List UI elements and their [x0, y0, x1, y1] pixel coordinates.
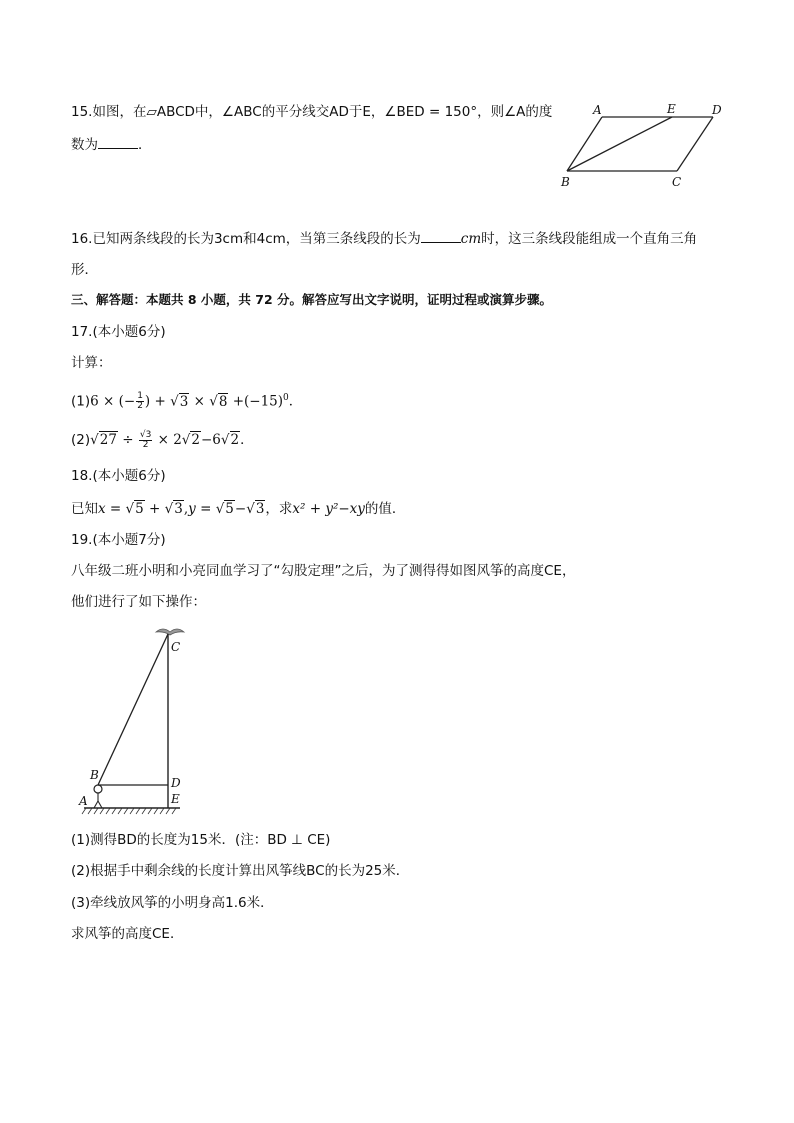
sqrt-icon: √	[90, 432, 99, 448]
fraction-denominator: 2	[142, 439, 149, 450]
radicand: 5	[135, 501, 144, 517]
q19-item-2: (2)根据手中剩余线的长度计算出风筝线BC的长为25米．	[71, 863, 410, 879]
q17-p1-label: (1)	[71, 393, 91, 410]
label-B: B	[561, 175, 570, 189]
sqrt-icon: √	[170, 393, 179, 410]
radicand: 3	[145, 429, 152, 440]
q17-p1-b: ) +	[144, 393, 171, 410]
q18-eq2: =	[195, 501, 216, 517]
q15-line-2	[71, 134, 152, 155]
person-leg-right	[98, 801, 102, 808]
label-E: E	[667, 102, 676, 116]
label-D: D	[171, 776, 181, 790]
q17-part-2	[71, 430, 254, 450]
q18-comma: ,	[183, 501, 189, 517]
radicand: 3	[255, 501, 265, 517]
q19-line-2: 他们进行了如下操作：	[71, 594, 206, 610]
label-B: B	[90, 768, 99, 782]
sqrt-icon: √	[220, 432, 230, 448]
q18-t3: 的值．	[364, 501, 406, 517]
fraction	[139, 431, 152, 450]
q16-line-1-prefix: 16.已知两条线段的长为3cm和4cm，当第三条线段的长为	[71, 231, 421, 247]
ground-hatching	[82, 808, 176, 814]
q18-t1: 已知	[71, 501, 98, 517]
q17-p1-a: 6 × (−	[90, 393, 136, 410]
q19-title: 19.(本小题7分)	[71, 532, 166, 548]
radicand: 8	[218, 393, 228, 410]
sqrt-icon: √	[246, 501, 255, 517]
q15-line-2-prefix: 数为	[71, 137, 98, 153]
q17-p2-b: × 2	[153, 432, 182, 448]
sqrt-icon: √	[181, 432, 191, 448]
radicand: 2	[230, 432, 240, 448]
q17-p1-d: +(−15)	[228, 393, 284, 410]
q19-ask: 求风筝的高度CE．	[71, 926, 184, 942]
person-leg-left	[94, 801, 98, 808]
fraction	[136, 392, 144, 411]
fraction-denominator: 2	[137, 401, 143, 411]
q18-expression: x² + y²−xy	[292, 501, 365, 517]
radicand: 2	[191, 432, 200, 448]
var-x: x	[98, 501, 106, 517]
q16-unit: cm	[460, 231, 482, 247]
section-heading: 三、解答题：本题共 8 小题，共 72 分。解答应写出文字说明，证明过程或演算步骤。	[71, 292, 553, 307]
radicand: 27	[99, 432, 117, 448]
sqrt-icon: √	[139, 429, 146, 440]
q19-item-3: (3)牵线放风筝的小明身高1.6米．	[71, 895, 274, 911]
segment-DC	[677, 117, 713, 171]
radicand: 5	[225, 501, 234, 517]
kite-icon	[156, 629, 184, 635]
segment-BE	[567, 117, 672, 171]
exponent: 0	[283, 393, 289, 403]
q16-line-1-suffix: 时，这三条线段能组成一个直角三角	[481, 231, 698, 247]
label-A: A	[79, 794, 88, 808]
segment-AB	[567, 117, 602, 171]
q18-title: 18.(本小题6分)	[71, 468, 166, 484]
parallelogram-figure	[555, 98, 735, 192]
label-A: A	[593, 103, 602, 117]
q18-statement	[71, 499, 405, 519]
q17-p1-end: ．	[288, 393, 303, 410]
q18-t2: ，求	[265, 501, 293, 517]
q16-line-1	[71, 228, 697, 249]
fraction-numerator	[139, 431, 152, 441]
q15-line-2-suffix: ．	[138, 137, 152, 153]
q17-part-1	[71, 388, 302, 412]
kite-figure	[70, 624, 200, 816]
q18-plus: +	[144, 501, 165, 517]
q17-p2-label: (2)	[71, 432, 91, 448]
q16-line-2: 形．	[71, 262, 98, 278]
radicand: 3	[179, 393, 189, 410]
q19-line-1: 八年级二班小明和小亮同血学习了“勾股定理”之后，为了测得得如图风筝的高度CE，	[71, 563, 576, 579]
label-C: C	[672, 175, 682, 189]
label-C: C	[171, 640, 181, 654]
q17-p2-c: −6	[201, 432, 221, 448]
q15-line-1: 15.如图，在▱ABCD中，∠ABC的平分线交AD于E，∠BED = 150°，则∠A的度	[71, 104, 553, 120]
sqrt-icon: √	[125, 501, 135, 517]
label-D: D	[712, 103, 722, 117]
q19-item-1: (1)测得BD的长度为15米．(注：BD ⊥ CE)	[71, 832, 331, 848]
sqrt-icon: √	[215, 501, 225, 517]
var-y: y	[188, 501, 196, 517]
q17-title: 17.(本小题6分)	[71, 324, 166, 340]
q17-p1-c: ×	[189, 393, 210, 410]
radicand: 3	[174, 501, 183, 517]
q18-minus: −	[234, 501, 247, 517]
q17-intro: 计算：	[71, 355, 112, 371]
label-E: E	[171, 792, 180, 806]
sqrt-icon: √	[209, 393, 218, 410]
segment-BC	[98, 634, 168, 785]
answer-blank	[421, 228, 461, 243]
sqrt-icon: √	[164, 501, 174, 517]
q17-p2-a: ÷	[117, 432, 138, 448]
q17-p2-end: ．	[240, 432, 254, 448]
fraction-numerator: 1	[137, 391, 143, 401]
q18-eq1: =	[105, 501, 126, 517]
answer-blank	[98, 134, 138, 149]
person-head-icon	[94, 785, 102, 793]
